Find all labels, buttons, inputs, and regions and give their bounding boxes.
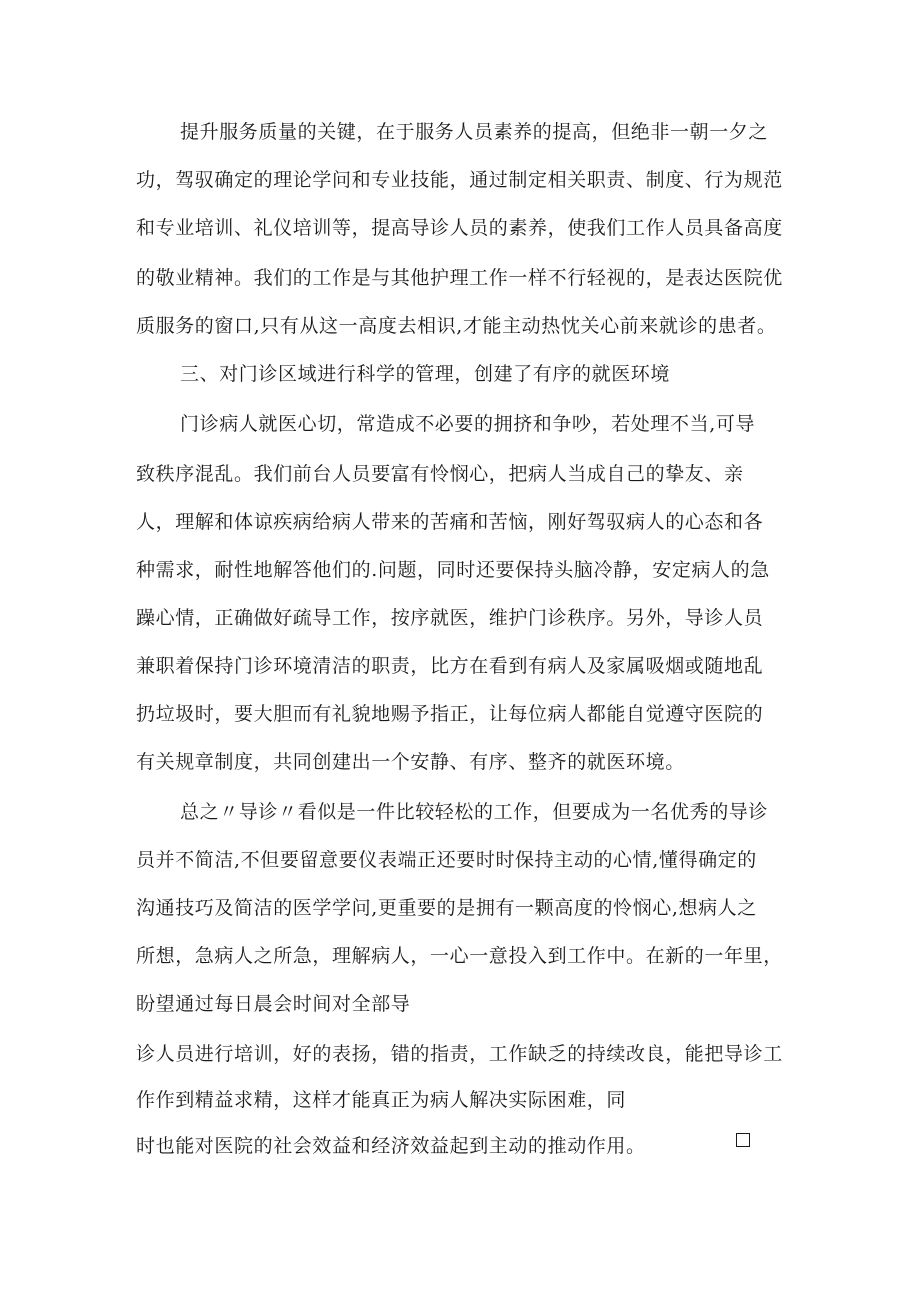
text-line-8: 致秩序混乱。我们前台人员要富有怜悯心，把病人当成自己的挚友、亲	[136, 463, 744, 485]
text-line-19: 盼望通过每日晨会时间对全部导	[136, 993, 411, 1015]
text-line-20: 诊人员进行培训，好的表扬，错的指责，工作缺乏的持续改良，能把导诊工	[136, 1043, 783, 1065]
text-line-21: 作作到精益求精，这样才能真正为病人解决实际困难，同	[136, 1089, 627, 1111]
text-line-12: 兼职着保持门诊环境清洁的职责，比方在看到有病人及家属吸烟或随地乱	[136, 655, 764, 677]
text-line-2: 功，驾驭确定的理论学问和专业技能，通过制定相关职责、制度、行为规范	[136, 169, 783, 191]
text-line-11: 躁心情，正确做好疏导工作，按序就医，维护门诊秩序。另外，导诊人员	[136, 607, 764, 629]
text-line-10: 种需求，耐性地解答他们的.问题，同时还要保持头脑冷静，安定病人的急	[136, 559, 770, 581]
text-line-7: 门诊病人就医心切，常造成不必要的拥挤和争吵，若处理不当,可导	[180, 413, 756, 435]
text-line-9: 人，理解和体谅疾病给病人带来的苦痛和苦恼，刚好驾驭病人的心态和各	[136, 511, 764, 533]
end-box-mark	[736, 1133, 750, 1147]
text-line-14: 有关规章制度，共同创建出一个安静、有序、整齐的就医环境。	[136, 751, 685, 773]
text-line-3: 和专业培训、礼仪培训等，提高导诊人员的素养，使我们工作人员具备高度	[136, 217, 783, 239]
text-line-22: 时也能对医院的社会效益和经济效益起到主动的推动作用。	[136, 1135, 646, 1157]
text-line-15: 总之〃导诊〃看似是一件比较轻松的工作，但要成为一名优秀的导诊	[180, 801, 769, 823]
text-line-1: 提升服务质量的关键，在于服务人员素养的提高，但绝非一朝一夕之	[180, 121, 769, 143]
text-line-16: 员并不简洁,不但要留意要仪表端正还要时时保持主动的心情,懂得确定的	[136, 849, 757, 871]
text-line-5: 质服务的窗口,只有从这一高度去相识,才能主动热忱关心前来就诊的患者。	[136, 315, 777, 337]
text-line-13: 扔垃圾时，要大胆而有礼貌地赐予指正，让每位病人都能自觉遵守医院的	[136, 703, 764, 725]
text-line-17: 沟通技巧及简洁的医学学问,更重要的是拥有一颗高度的怜悯心,想病人之	[136, 897, 757, 919]
text-line-4: 的敬业精神。我们的工作是与其他护理工作一样不行轻视的，是表达医院优	[136, 267, 783, 289]
text-line-18: 所想，急病人之所急，理解病人，一心一意投入到工作中。在新的一年里，	[136, 945, 783, 967]
section-heading: 三、对门诊区域进行科学的管理，创建了有序的就医环境	[180, 363, 671, 385]
